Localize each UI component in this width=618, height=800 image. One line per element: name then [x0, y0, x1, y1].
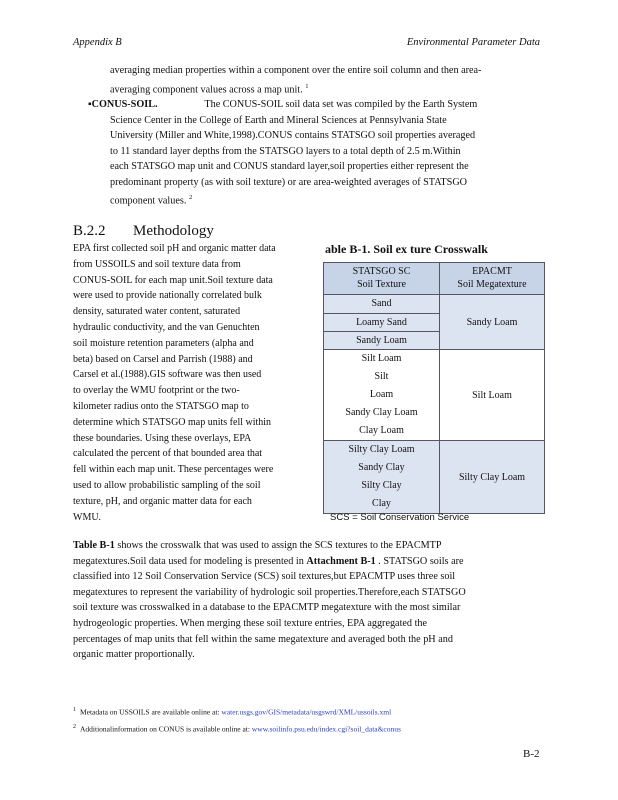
text-line: from USSOILS and soil texture data from [73, 258, 241, 270]
text-line: density, saturated water content, saturated [73, 306, 241, 318]
text-line: EPA first collected soil pH and organic matter data [73, 243, 276, 254]
header-right: Environmental Parameter Data [406, 37, 540, 48]
footnotes [73, 703, 401, 736]
footnote-number: 1 [73, 707, 76, 713]
footnote-link[interactable]: www.soilinfo.psu.edu/index.cgi?soil_data&conus [251, 724, 401, 733]
megatexture-cell [440, 295, 544, 349]
text-line: to 11 standard layer depths from the STATSGO layers to a total depth of 2.5 m.Within [110, 145, 461, 157]
texture-cell [324, 295, 440, 349]
text-line: averaging median properties within a component over the entire soil column and then area- [110, 65, 482, 76]
soil-texture: Clay [372, 498, 391, 509]
footnote [73, 703, 401, 720]
soil-texture: Loam [369, 389, 394, 400]
text-line: Science Center in the College of Earth and Mineral Sciences at Pennsylvania State [110, 114, 447, 126]
text-line: megatextures to represent the variability of hydrologic soil properties.Therefore,each STATSGO [73, 586, 466, 598]
header-text: EPACMT [472, 266, 512, 277]
text-line: predominant property (as with soil texture) or are area-weighted averages of STATSGO [110, 176, 468, 188]
footnote-link[interactable]: water.usgs.gov/GIS/metadata/usgswrd/XML/ussoils.xml [221, 707, 392, 717]
soil-megatexture: Sandy Loam [466, 316, 518, 328]
soil-texture: Loamy Sand [324, 313, 439, 331]
text-line: soil texture was crosswalked in a database to the EPACMTP megatexture with the most similar [73, 602, 461, 614]
text-line [88, 97, 542, 113]
text-line: texture, pH, and organic matter data for each [73, 495, 252, 507]
soil-texture: Sandy Clay Loam [345, 407, 418, 418]
text-line: these boundaries. Using these overlays, EPA [73, 432, 252, 444]
texture-cell [324, 441, 440, 513]
bold-reference: Table B-1 [73, 540, 115, 551]
text-line: each STATSGO map unit and CONUS standard layer,soil properties either represent the [110, 161, 469, 172]
header-text: Soil Texture [357, 279, 406, 290]
header-cell-epacmt [440, 263, 544, 294]
text-line: Carsel et al.(1988).GIS software was then used [73, 369, 262, 381]
page-number: B-2 [523, 748, 540, 760]
table-group-row [324, 440, 544, 513]
soil-texture: Sandy Loam [324, 331, 439, 349]
text-line: hydraulic conductivity, and the van Genuchten [73, 321, 260, 333]
bold-reference: Attachment B-1 [306, 555, 376, 567]
text-line [110, 190, 542, 209]
text-line: kilometer radius onto the STATSGO map to [73, 400, 249, 412]
text-line: fell within each map unit. These percentages were [73, 464, 274, 476]
header-left: Appendix B [73, 37, 122, 48]
text-line-content: averaging component values across a map unit. [110, 83, 303, 95]
text-line: beta) based on Carsel and Parrish (1988) and [73, 353, 253, 365]
text-line: soil moisture retention parameters (alpha and [73, 337, 254, 349]
methodology-paragraph [73, 241, 313, 525]
text-line: classified into 12 Soil Conservation Service (SCS) soil textures,but EPACMTP uses three soil [73, 571, 456, 583]
footnote [73, 720, 401, 737]
header-cell-statsgo [324, 263, 440, 294]
megatexture-cell [440, 350, 544, 440]
table-group-row [324, 349, 544, 440]
header-text: STATSGO SC [352, 266, 411, 277]
text-line: determine which STATSGO map units fell within [73, 416, 272, 428]
table-group-row [324, 294, 544, 349]
footnote-number: 2 [73, 723, 76, 730]
text-line: used to allow probabilistic sampling of the soil [73, 479, 261, 491]
text-line: megatextures.Soil data used for modeling is presented in Attachment B-1 . STATSGO soils are [73, 555, 464, 567]
text-line: were used to provide nationally correlated bulk [73, 290, 262, 302]
header-text: Soil Megatexture [457, 279, 527, 290]
text-line: percentages of map units that fell within the same megatexture and averaged both the pH and [73, 633, 453, 645]
section-title: Methodology [133, 223, 214, 239]
texture-cell [324, 350, 440, 440]
section-heading [73, 223, 214, 240]
soil-texture: Silty Clay Loam [348, 444, 415, 455]
soil-megatexture: Silt Loam [472, 389, 512, 401]
crosswalk-table [323, 262, 545, 514]
text-line [110, 79, 542, 98]
text-line: Table B-1 shows the crosswalk that was used to assign the SCS textures to the EPACMTP [73, 540, 442, 551]
soil-texture: Silt Loam [361, 353, 402, 364]
soil-texture: Silt [374, 371, 389, 382]
text-line: organic matter proportionally. [73, 649, 195, 661]
table-header-row [324, 263, 544, 294]
text-line: CONUS-SOIL for each map unit.Soil texture data [73, 274, 273, 286]
text-line: to overlay the WMU footprint or the two- [73, 385, 240, 397]
text-line: University (Miller and White,1998).CONUS contains STATSGO soil properties averaged [110, 130, 476, 141]
footnote-text: Additionalinformation on CONUS is available online at: [80, 724, 252, 733]
footnote-text: Metadata on USSOILS are available online at: [80, 707, 222, 717]
text-line: WMU. [73, 511, 102, 523]
soil-texture: Clay Loam [359, 425, 404, 436]
text-line: hydrogeologic properties. When merging these soil texture entries, EPA aggregated the [73, 617, 428, 629]
text-line-content: The CONUS-SOIL soil data set was compiled by the Earth System [204, 99, 478, 110]
megatexture-cell [440, 441, 544, 513]
soil-megatexture: Silty Clay Loam [458, 471, 526, 483]
conus-bullet [88, 97, 542, 209]
footnote-ref: 1 [305, 82, 309, 90]
soil-texture: Silty Clay [361, 480, 402, 491]
table-note: SCS = Soil Conservation Service [330, 512, 470, 523]
top-continuation-paragraph [110, 63, 542, 97]
text-line-content: component values. [110, 195, 187, 207]
text-line: calculated the percent of that bounded area that [73, 448, 263, 460]
footnote-ref: 2 [188, 194, 193, 201]
soil-texture: Sandy Clay [358, 462, 405, 473]
soil-texture: Sand [371, 298, 392, 309]
bullet-label: ▪CONUS-SOIL. [88, 99, 158, 110]
section-number: B.2.2 [73, 223, 106, 239]
table-caption: able B-1. Soil ex ture Crosswalk [325, 242, 488, 256]
crosswalk-paragraph [73, 538, 542, 663]
